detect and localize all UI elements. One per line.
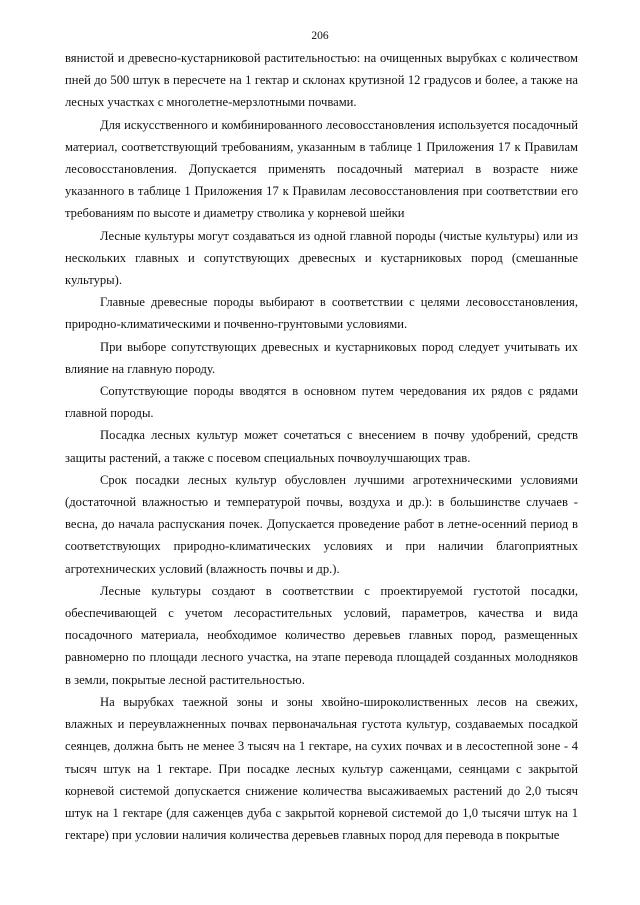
paragraph-10: На вырубках таежной зоны и зоны хвойно-широколиственных лесов на свежих, влажных и переувлажненных почвах первоначальная густота культур, создаваемых посадкой сеянцев, должна быть не менее 3 тысяч на 1 гектаре, на сухих почвах и в лесостепной зоне - 4 тысяч штук на 1 гектаре. При посадке лесных культур саженцами, сеянцами с закрытой корневой системой допускается снижение количества высаживаемых растений до 2,0 тысяч штук на 1 гектаре (для саженцев дуба с закрытой корневой системой до 1,0 тысячи штук на 1 гектаре) при условии наличия количества деревьев главных пород для перевода в покрытые <box>65 694 578 843</box>
paragraph-4: Главные древесные породы выбирают в соответствии с целями лесовосстановления, природно-климатическими и почвенно-грунтовыми условиями. <box>65 295 578 332</box>
paragraph-5: При выборе сопутствующих древесных и кустарниковых пород следует учитывать их влияние на главную породу. <box>65 339 578 376</box>
paragraph-3: Лесные культуры могут создаваться из одной главной породы (чистые культуры) или из нескольких главных и сопутствующих древесных и кустарниковых пород (смешанные культуры). <box>65 228 578 288</box>
page-body <box>65 47 578 846</box>
paragraph-7: Посадка лесных культур может сочетаться с внесением в почву удобрений, средств защиты растений, а также с посевом специальных почвоулучшающих трав. <box>65 428 578 465</box>
paragraph-1: вянистой и древесно-кустарниковой растительностью: на очищенных вырубках с количеством пней до 500 штук в пересчете на 1 гектар и склонах крутизной 12 градусов и более, а также на лесных участках с многолетне-мерзлотными почвами. <box>65 51 578 110</box>
paragraph-8: Срок посадки лесных культур обусловлен лучшими агротехническими условиями (достаточной влажностью и температурой почвы, воздуха и др.): в большинстве случаев - весна, до начала распускания почек. Допускается проведение работ в летне-осенний период в соответствующих природно-климатических условиях и при наличии благоприятных агротехнических условий (влажность почвы и др.). <box>65 472 578 576</box>
paragraph-9: Лесные культуры создают в соответствии с проектируемой густотой посадки, обеспечивающей с учетом лесорастительных условий, параметров, качества и вида посадочного материала, необходимое количество деревьев главных пород, размещенных равномерно по площади лесного участка, на этапе перевода площадей созданных молодняков в земли, покрытые лесной растительностью. <box>65 583 578 687</box>
paragraph-6: Сопутствующие породы вводятся в основном путем чередования их рядов с рядами главной породы. <box>65 384 578 421</box>
page-number: 206 <box>311 30 329 42</box>
paragraph-2: Для искусственного и комбинированного лесовосстановления используется посадочный материал, соответствующий требованиям, указанным в таблице 1 Приложения 17 к Правилам лесовосстановления. Допускается применять посадочный материал в возрасте ниже указанного в таблице 1 Приложения 17 к Правилам лесовосстановления при соответствии его требованиям по высоте и диаметру стволика у корневой шейки <box>65 117 578 221</box>
